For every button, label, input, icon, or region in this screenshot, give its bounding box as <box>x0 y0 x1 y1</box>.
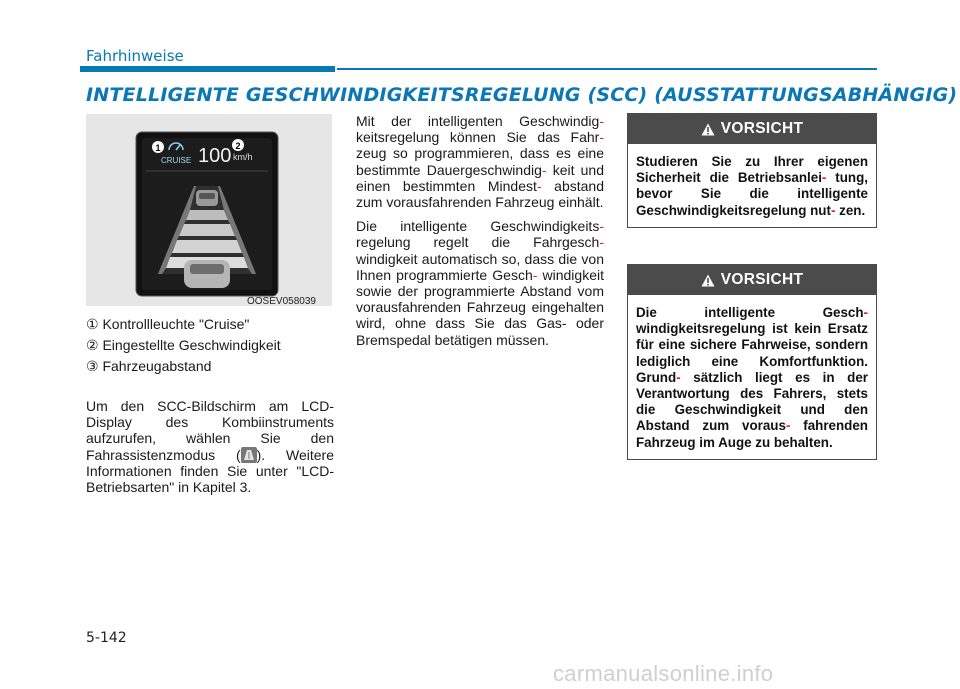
header-rule-thick <box>80 66 335 72</box>
text-run: regelung regelt die Fahrgesch <box>356 234 600 251</box>
text-run: sätzlich liegt es in der Verantwortung des Fahrers, stets die Geschwindigkeit und den Abstand zum voraus <box>636 369 868 434</box>
text-run: zeug so programmieren, dass es eine bestimmte Dauergeschwindig <box>356 145 604 178</box>
text-run: keit und einen bestimmten Mindest <box>356 161 604 194</box>
legend-text: Fahrzeugabstand <box>102 358 212 374</box>
caution-box-2 <box>627 264 877 460</box>
watermark: carmanualsonline.info <box>553 661 774 686</box>
legend-marker: ③ <box>86 358 99 374</box>
cruise-label: CRUISE <box>161 156 192 165</box>
scc-paragraph-1 <box>356 113 604 210</box>
cluster-illustration <box>86 114 332 306</box>
paragraph-text: ). Weitere Informationen finden Sie unter "LCD-Betriebsarten" in Kapitel 3. <box>86 446 334 496</box>
text-run: tung, bevor Sie die intelligente Geschwindigkeitsregelung nut <box>636 170 868 218</box>
hyphen: - <box>676 369 681 385</box>
paragraph-text: Um den SCC-Bildschirm am LCD-Display des Kombiinstruments aufzurufen, wählen Sie den Fahrassistenzmodus ( <box>86 398 334 463</box>
figure-code: OOSEV058039 <box>247 296 316 307</box>
text-run: zen. <box>839 202 866 218</box>
text-run: Mit der intelligenten Geschwindig <box>356 113 600 129</box>
caution-header <box>628 114 876 144</box>
callout-1: 1 <box>155 143 161 153</box>
caution-box-1 <box>627 113 877 228</box>
text-run: windigkeit sowie der programmierte Abstand vom vorausfahrenden Fahrzeug eingehalten wird, ohne dass Sie das Gas- oder Bremspedal betätigen müssen. <box>356 266 604 348</box>
text-run: fahrenden Fahrzeug im Auge zu behalten. <box>636 418 868 450</box>
hyphen: - <box>821 170 827 186</box>
scc-paragraph-2 <box>356 218 604 348</box>
legend-text: Eingestellte Geschwindigkeit <box>102 337 281 353</box>
scc-description <box>356 113 604 356</box>
section-label: Fahrhinweise <box>86 47 184 65</box>
figure-legend <box>86 314 336 377</box>
lcd-instructions-paragraph <box>86 398 334 503</box>
text-run: keitsregelung können Sie das Fahr <box>356 129 600 146</box>
own-vehicle-icon <box>184 260 230 288</box>
warning-triangle-icon <box>701 123 715 136</box>
legend-marker: ② <box>86 337 99 353</box>
caution-header <box>628 265 876 295</box>
caution-title: VORSICHT <box>720 120 804 137</box>
hyphen: - <box>599 234 604 251</box>
hyphen: - <box>863 305 868 320</box>
page-number: 5-142 <box>86 630 127 646</box>
figure-cluster-display <box>86 114 332 306</box>
hyphen: - <box>541 161 547 178</box>
header-rule-thin <box>337 68 877 70</box>
warning-triangle-icon <box>701 274 715 287</box>
legend-item <box>86 314 336 335</box>
text-run: windigkeitsregelung ist kein Ersatz für eine sichere Fahrweise, sondern lediglich eine Komfortfunktion. Grund <box>636 321 868 385</box>
hyphen: - <box>599 129 604 146</box>
text-run: Die intelligente Gesch <box>636 305 864 320</box>
legend-marker: ① <box>86 316 99 332</box>
hyphen: - <box>785 418 791 434</box>
caution-text <box>628 144 876 227</box>
hyphen: - <box>599 218 604 235</box>
callout-2: 2 <box>235 141 241 151</box>
page-title: INTELLIGENTE GESCHWINDIGKEITSREGELUNG (SCC) (AUSSTATTUNGSABHÄNGIG) <box>86 84 958 106</box>
hyphen: - <box>599 113 604 129</box>
hyphen: - <box>830 202 836 218</box>
lead-vehicle-icon <box>196 190 218 206</box>
caution-title: VORSICHT <box>720 271 804 288</box>
text-run: windigkeit automatisch so, dass die von Ihnen programmierte Gesch <box>356 250 604 283</box>
set-speed: 100 <box>198 145 232 167</box>
driving-assist-icon <box>241 447 257 463</box>
legend-item <box>86 335 336 356</box>
text-run: Studieren Sie zu Ihrer eigenen Sicherheit die Betriebsanlei <box>636 154 868 186</box>
legend-text: Kontrollleuchte "Cruise" <box>102 316 250 332</box>
hyphen: - <box>536 177 542 194</box>
speed-unit: km/h <box>233 152 253 162</box>
legend-item <box>86 356 336 377</box>
hyphen: - <box>532 266 538 283</box>
caution-text <box>628 295 876 459</box>
text-run: abstand zum vorausfahrenden Fahrzeug einhält. <box>356 177 604 211</box>
text-run: Die intelligente Geschwindigkeits <box>356 218 600 235</box>
